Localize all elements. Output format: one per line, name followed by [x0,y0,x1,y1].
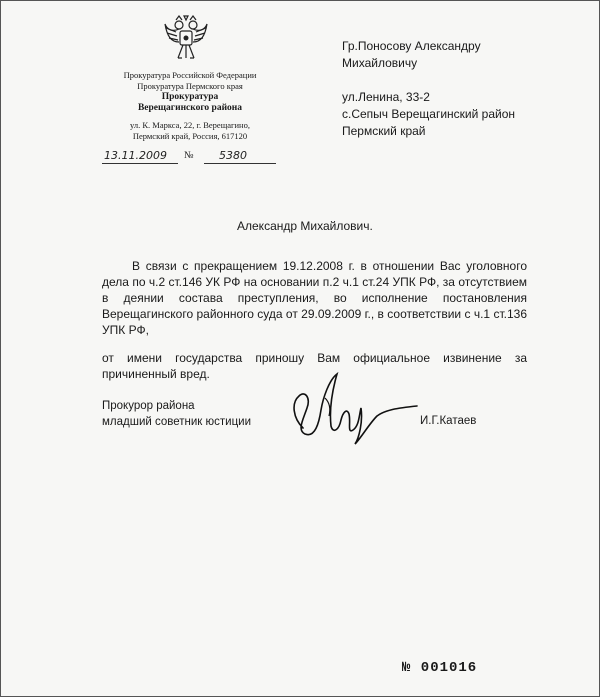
body-paragraph-1: В связи с прекращением 19.12.2008 г. в отношении Вас уголовного дела по ч.2 ст.146 УК РФ на основании п.2 ч.1 ст.24 УПК РФ, за отсутствием в деянии состава преступления, во исполнение постановления Верещагинского районного суда от 29.09.2009 г., в соответствии с ч.1 ст.136 УПК РФ, [102,259,527,337]
addressee-street: ул.Ленина, 33-2 [342,90,430,104]
signatory-title [102,398,251,430]
addressee-block [342,38,515,140]
signatory-title-line2: младший советник юстиции [102,416,252,428]
addressee-patronymic: Михайловичу [342,56,418,70]
org-line-federation: Прокуратура Российской Федерации [123,70,257,80]
signatory-name: И.Г.Катаев [420,415,477,427]
date-number-line [104,148,274,166]
addressee-region: Пермский край [342,124,426,138]
handwritten-signature [285,368,425,448]
org-line-region: Прокуратура Пермского края [137,81,243,91]
addressee-village: с.Сепыч Верещагинский район [342,107,516,121]
body-paragraph-2: от имени государства приношу Вам официальное извинение за причиненный вред. [102,351,527,381]
sender-block [110,70,270,142]
signatory-title-line1: Прокурор района [102,400,195,412]
serial-number: № 001016 [402,660,478,676]
org-address-line1: ул. К. Маркса, 22, г. Верещагино, [130,120,250,130]
letter-date: 13.11.2009 [104,149,167,162]
coat-of-arms-emblem [163,14,209,62]
addressee-name: Гр.Поносову Александру [342,39,481,53]
salutation: Александр Михайлович. [237,219,373,233]
number-label: № [184,150,194,161]
letter-number: 5380 [219,149,247,162]
org-name-line1: Прокуратура [161,92,219,102]
org-name-line2: Верещагинского района [137,103,243,113]
org-address-line2: Пермский край, Россия, 617120 [132,131,248,141]
